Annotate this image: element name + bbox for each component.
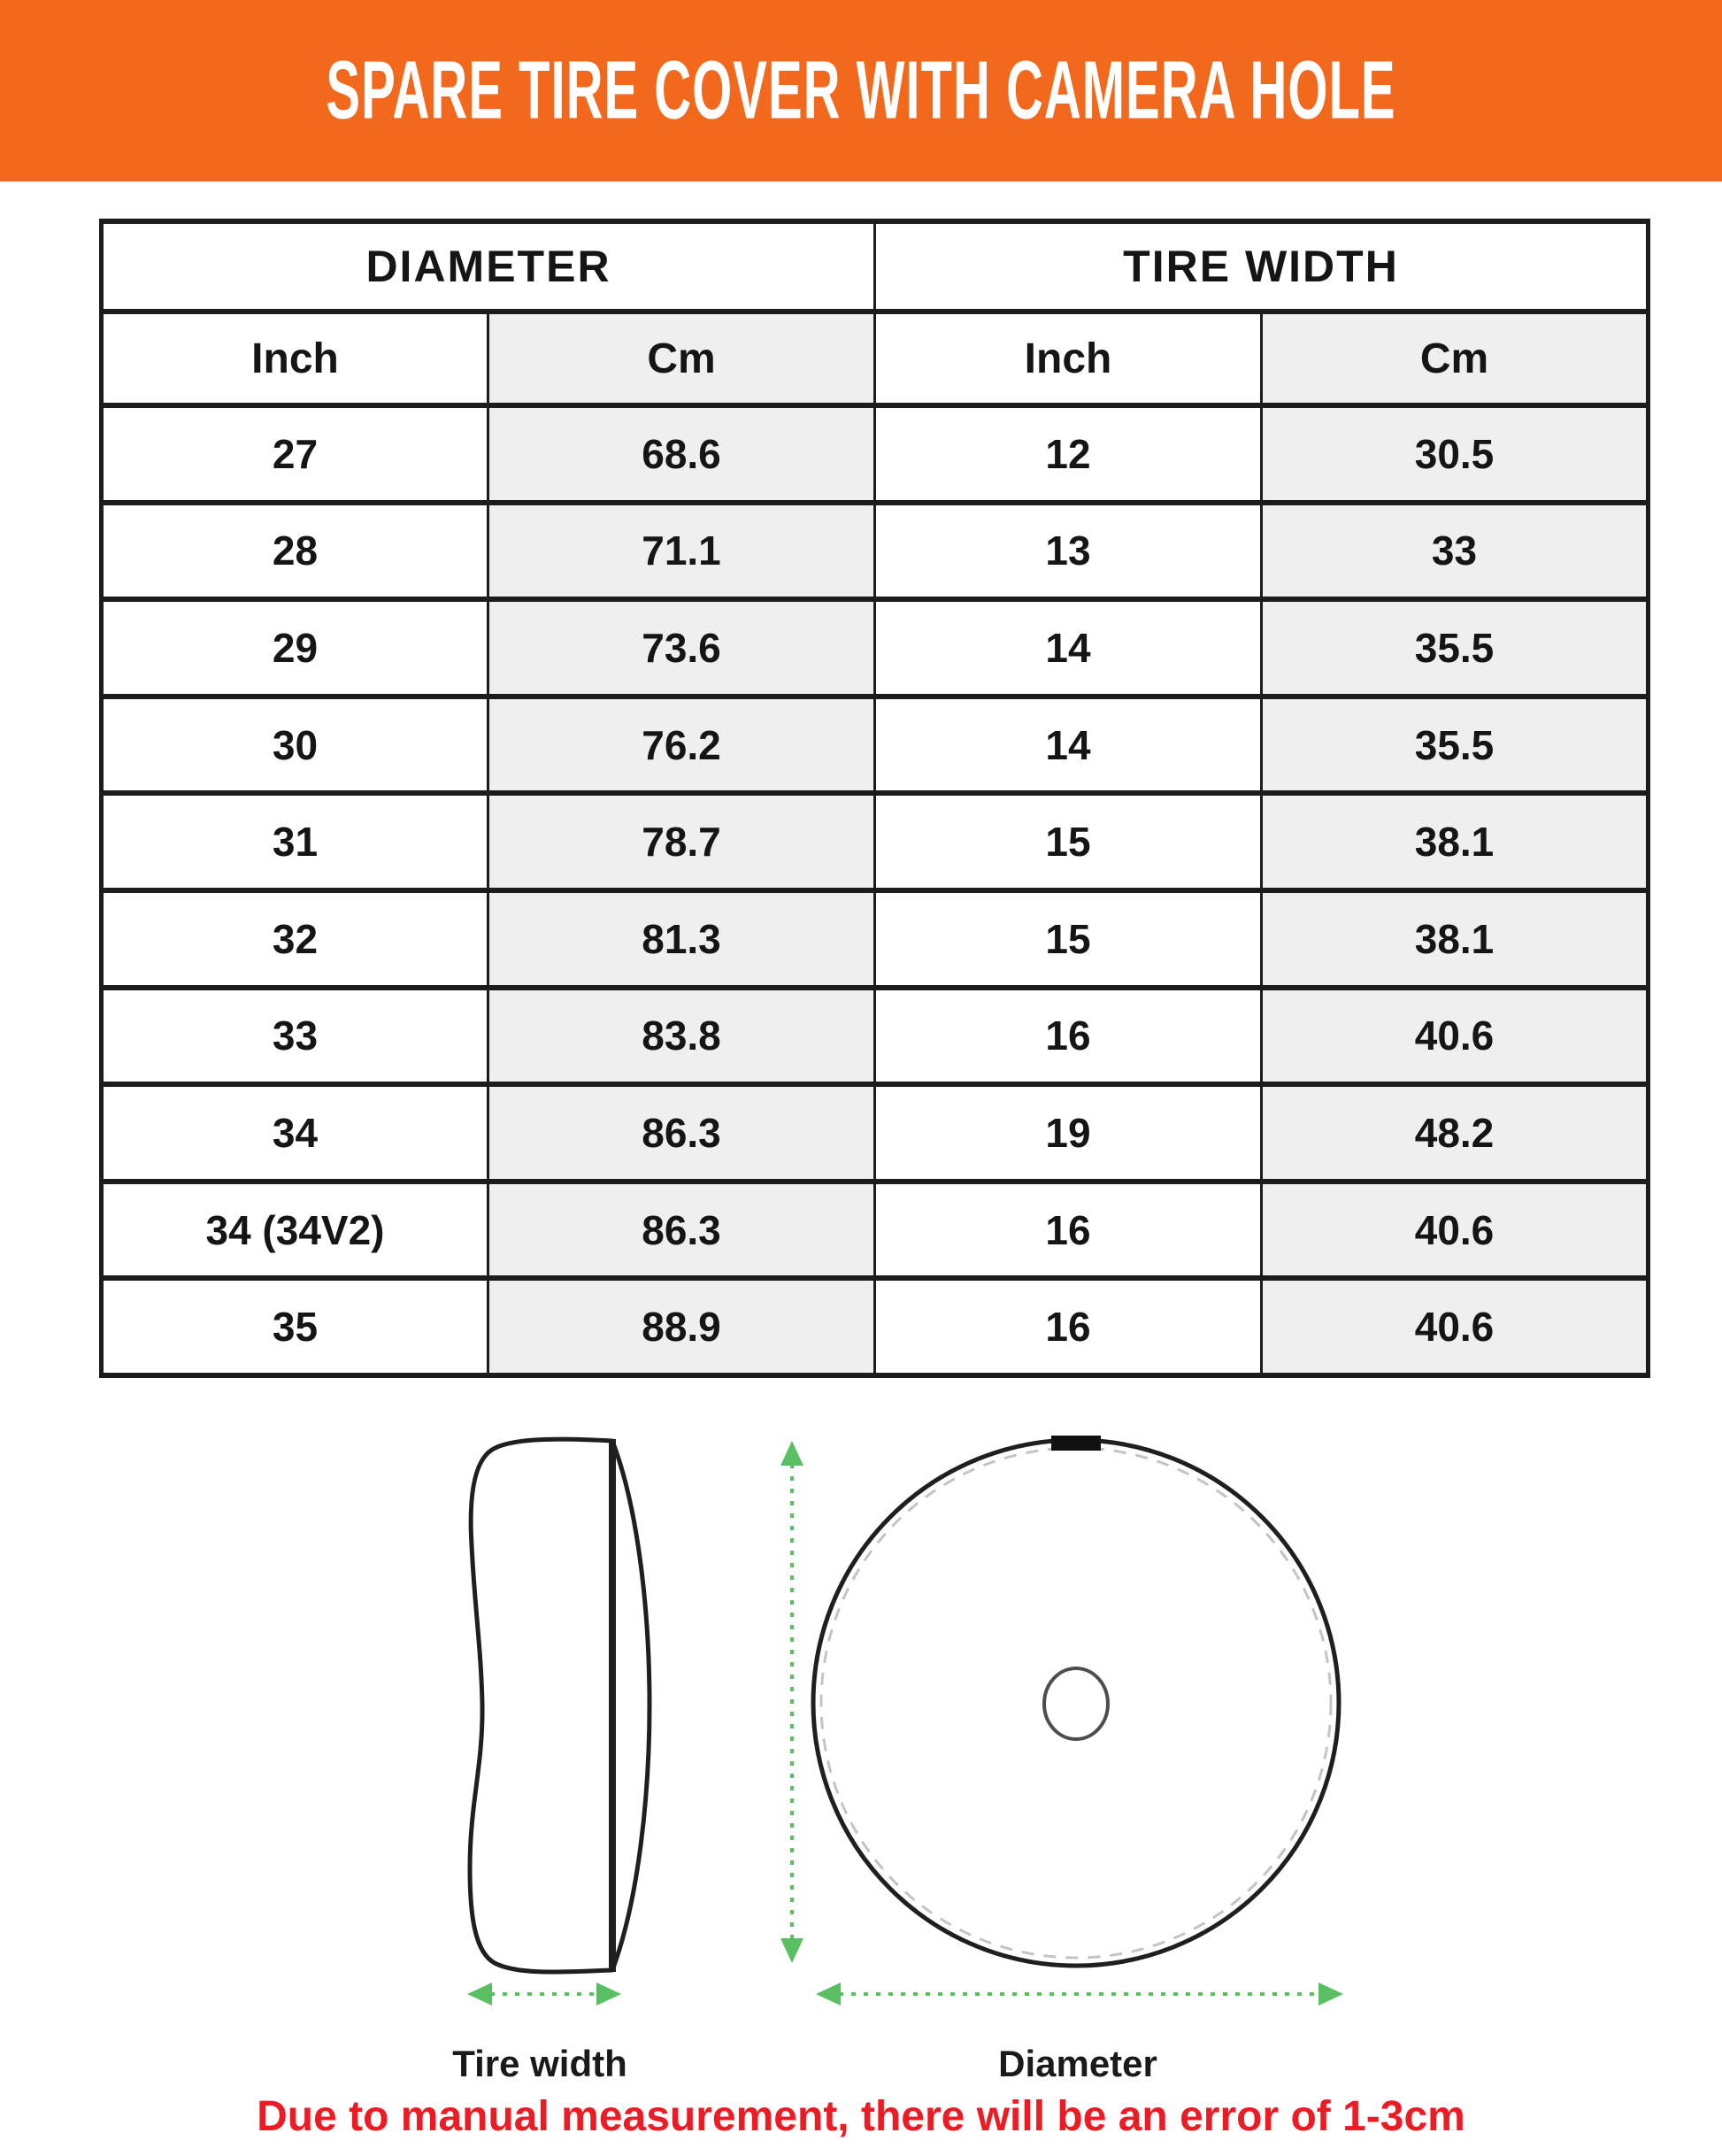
subheader-width-cm: Cm <box>1262 312 1649 405</box>
table-cell: 71.1 <box>488 503 875 600</box>
tire-side-bulge <box>612 1441 650 1970</box>
table-cell: 35.5 <box>1262 697 1649 794</box>
table-cell: 31 <box>102 793 488 890</box>
table-cell: 34 <box>102 1084 488 1182</box>
table-cell: 40.6 <box>1262 988 1649 1085</box>
height-arrow-head-top <box>780 1441 803 1466</box>
size-table <box>99 219 1650 1378</box>
table-row <box>102 599 1649 697</box>
table-row <box>102 988 1649 1085</box>
page-title: SPARE TIRE COVER WITH CAMERA HOLE <box>326 44 1396 137</box>
table-row <box>102 405 1649 503</box>
table-cell: 38.1 <box>1262 890 1649 988</box>
table-cell: 32 <box>102 890 488 988</box>
table-cell: 16 <box>875 1182 1262 1279</box>
table-cell: 29 <box>102 599 488 697</box>
table-row <box>102 890 1649 988</box>
table-cell: 86.3 <box>488 1084 875 1182</box>
diameter-label: Diameter <box>998 2043 1157 2084</box>
table-row <box>102 503 1649 600</box>
table-cell: 14 <box>875 697 1262 794</box>
table-cell: 38.1 <box>1262 793 1649 890</box>
group-header-tire-width: TIRE WIDTH <box>875 221 1649 312</box>
diameter-arrow-head-left <box>816 1983 841 2006</box>
table-cell: 13 <box>875 503 1262 600</box>
tire-diagrams <box>0 1386 1722 2156</box>
camera-hole <box>1044 1668 1108 1739</box>
table-cell: 40.6 <box>1262 1182 1649 1279</box>
title-banner <box>0 0 1722 181</box>
table-cell: 35.5 <box>1262 599 1649 697</box>
width-arrow-head-left <box>467 1983 492 2006</box>
table-cell: 16 <box>875 1278 1262 1375</box>
tire-side-outline <box>470 1439 611 1972</box>
subheader-row <box>102 312 1649 405</box>
table-body <box>102 405 1649 1375</box>
table-cell: 16 <box>875 988 1262 1085</box>
table-cell: 81.3 <box>488 890 875 988</box>
table-row <box>102 793 1649 890</box>
height-arrow-head-bottom <box>780 1938 803 1963</box>
table-cell: 76.2 <box>488 697 875 794</box>
tire-front-view <box>813 1436 1339 1966</box>
table-cell: 73.6 <box>488 599 875 697</box>
table-row <box>102 697 1649 794</box>
table-cell: 86.3 <box>488 1182 875 1279</box>
subheader-diameter-inch: Inch <box>102 312 488 405</box>
measurement-note: Due to manual measurement, there will be an error of 1-3cm <box>257 2093 1465 2140</box>
table-cell: 28 <box>102 503 488 600</box>
table-cell: 30.5 <box>1262 405 1649 503</box>
group-header-row <box>102 221 1649 312</box>
table-row <box>102 1278 1649 1375</box>
table-cell: 33 <box>1262 503 1649 600</box>
table-cell: 34 (34V2) <box>102 1182 488 1279</box>
subheader-width-inch: Inch <box>875 312 1262 405</box>
camera-hole-marker <box>1051 1436 1101 1451</box>
table-cell: 33 <box>102 988 488 1085</box>
group-header-diameter: DIAMETER <box>102 221 875 312</box>
table-row <box>102 1084 1649 1182</box>
table-cell: 19 <box>875 1084 1262 1182</box>
table-cell: 30 <box>102 697 488 794</box>
table-cell: 14 <box>875 599 1262 697</box>
table-cell: 88.9 <box>488 1278 875 1375</box>
table-row <box>102 1182 1649 1279</box>
table-cell: 68.6 <box>488 405 875 503</box>
table-cell: 48.2 <box>1262 1084 1649 1182</box>
subheader-diameter-cm: Cm <box>488 312 875 405</box>
diameter-arrow-head-right <box>1318 1983 1343 2006</box>
table-cell: 15 <box>875 890 1262 988</box>
tire-side-view <box>470 1439 650 1972</box>
table-cell: 83.8 <box>488 988 875 1085</box>
table-cell: 27 <box>102 405 488 503</box>
table-cell: 15 <box>875 793 1262 890</box>
width-arrow-head-right <box>596 1983 621 2006</box>
table-cell: 40.6 <box>1262 1278 1649 1375</box>
table-cell: 78.7 <box>488 793 875 890</box>
tire-width-label: Tire width <box>452 2043 627 2084</box>
table-cell: 12 <box>875 405 1262 503</box>
table-cell: 35 <box>102 1278 488 1375</box>
